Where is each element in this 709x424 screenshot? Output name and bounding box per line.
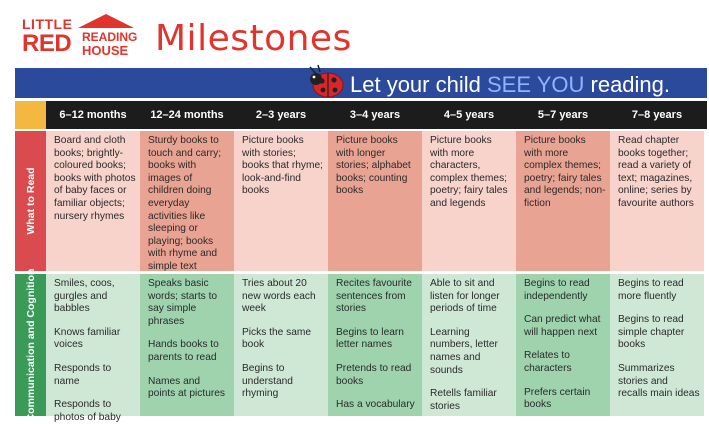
ladybug-icon xyxy=(304,64,346,100)
cell-text: Responds to photos of baby xyxy=(54,399,121,423)
banner-suffix: reading. xyxy=(584,72,671,97)
row-label-band xyxy=(15,131,46,271)
banner-highlight: SEE YOU xyxy=(486,72,585,97)
logo-line-red: RED xyxy=(22,30,72,57)
column-header: 6–12 months xyxy=(59,109,127,121)
table-cell xyxy=(328,131,422,271)
table-cell xyxy=(234,274,328,416)
row-label: Communication and Cognition xyxy=(24,268,37,422)
table-cell xyxy=(328,274,422,416)
banner-tagline xyxy=(350,72,670,98)
cell-text: Speaks basic words; starts to say simple phrases xyxy=(148,278,218,327)
cell-text: Recites favourite sentences from stories xyxy=(336,278,412,315)
house-roof-icon xyxy=(78,14,134,28)
cell-text: Hands books to parents to read xyxy=(148,339,219,363)
little-red-reading-house-logo xyxy=(22,14,140,60)
cell-text: Prefers certain books xyxy=(524,386,591,411)
column-header: 3–4 years xyxy=(349,109,401,121)
logo-line-reading: READING xyxy=(82,30,138,44)
cell-text: Relates to characters xyxy=(524,350,572,374)
cell-text: Picture books with more complex themes; poetry; fairy tales and legends; non-fiction xyxy=(524,135,606,209)
cell-text: Picture books with more characters, complex themes; poetry; fairy tales and legends xyxy=(430,135,508,209)
cell-text: Read chapter books together; read a variety of text; magazines, online; series by favourite authors xyxy=(618,135,694,209)
column-header: 4–5 years xyxy=(443,109,495,121)
page-title: Milestones xyxy=(155,18,352,59)
cell-text: Knows familiar voices xyxy=(54,326,121,351)
column-header: 2–3 years xyxy=(255,109,307,121)
cell-text: Begins to read independently xyxy=(524,278,590,302)
cell-text: Board and cloth books; brightly-coloured books; books with photos of baby faces or familiar objects; nursery rhymes xyxy=(54,135,136,222)
column-header: 5–7 years xyxy=(537,109,589,121)
cell-text: Begins to read simple chapter books xyxy=(618,314,685,351)
table-corner xyxy=(15,101,46,129)
cell-text: Sturdy books to touch and carry; books with images of children doing everyday activities like sleeping or playing; books with rhyme and simple text xyxy=(148,135,222,272)
cell-text: Pretends to read books xyxy=(336,362,412,387)
table-cell xyxy=(46,274,140,423)
cell-text: Begins to understand rhyming xyxy=(242,362,293,400)
row-label: What to Read xyxy=(24,167,37,235)
cell-text: Summarizes stories and recalls main ideas xyxy=(618,362,700,400)
table-cell xyxy=(140,274,234,416)
cell-text: Responds to name xyxy=(54,362,112,387)
table-cell xyxy=(516,274,610,416)
cell-text: Picks the same book xyxy=(242,326,312,351)
cell-text: Picture books with longer stories; alphabet books; counting books xyxy=(336,135,411,197)
table-cell xyxy=(46,131,140,271)
banner-prefix: Let your child xyxy=(350,72,487,97)
cell-text: Smiles, coos, gurgles and babbles xyxy=(54,278,115,315)
cell-text: Begins to learn letter names xyxy=(336,326,404,351)
row-label-band xyxy=(15,268,46,422)
table-cell xyxy=(516,131,610,271)
cell-text: Learning numbers, letter names and sounds xyxy=(430,326,498,376)
logo-line-house: HOUSE xyxy=(82,43,129,58)
cell-text: Picture books with stories; books that rhyme; look-and-find books xyxy=(242,135,323,197)
column-header: 7–8 years xyxy=(631,109,683,121)
table-cell xyxy=(234,131,328,271)
cell-text: Begins to read more fluently xyxy=(618,278,684,302)
cell-text: Able to sit and listen for longer periods of time xyxy=(430,278,500,315)
cell-text: Retells familiar stories xyxy=(430,388,497,412)
cell-text: Has a vocabulary xyxy=(336,399,415,411)
milestones-table xyxy=(15,101,707,423)
cell-text: Can predict what will happen next xyxy=(524,314,601,338)
column-header: 12–24 months xyxy=(150,109,224,121)
cell-text: Tries about 20 new words each week xyxy=(242,278,316,315)
logo-line-little: LITTLE xyxy=(22,16,73,32)
table-cell xyxy=(140,131,234,271)
cell-text: Names and points at pictures xyxy=(148,375,226,400)
table-cell xyxy=(422,274,516,416)
table-cell xyxy=(422,131,516,271)
table-cell xyxy=(610,131,704,271)
table-cell xyxy=(610,274,704,416)
